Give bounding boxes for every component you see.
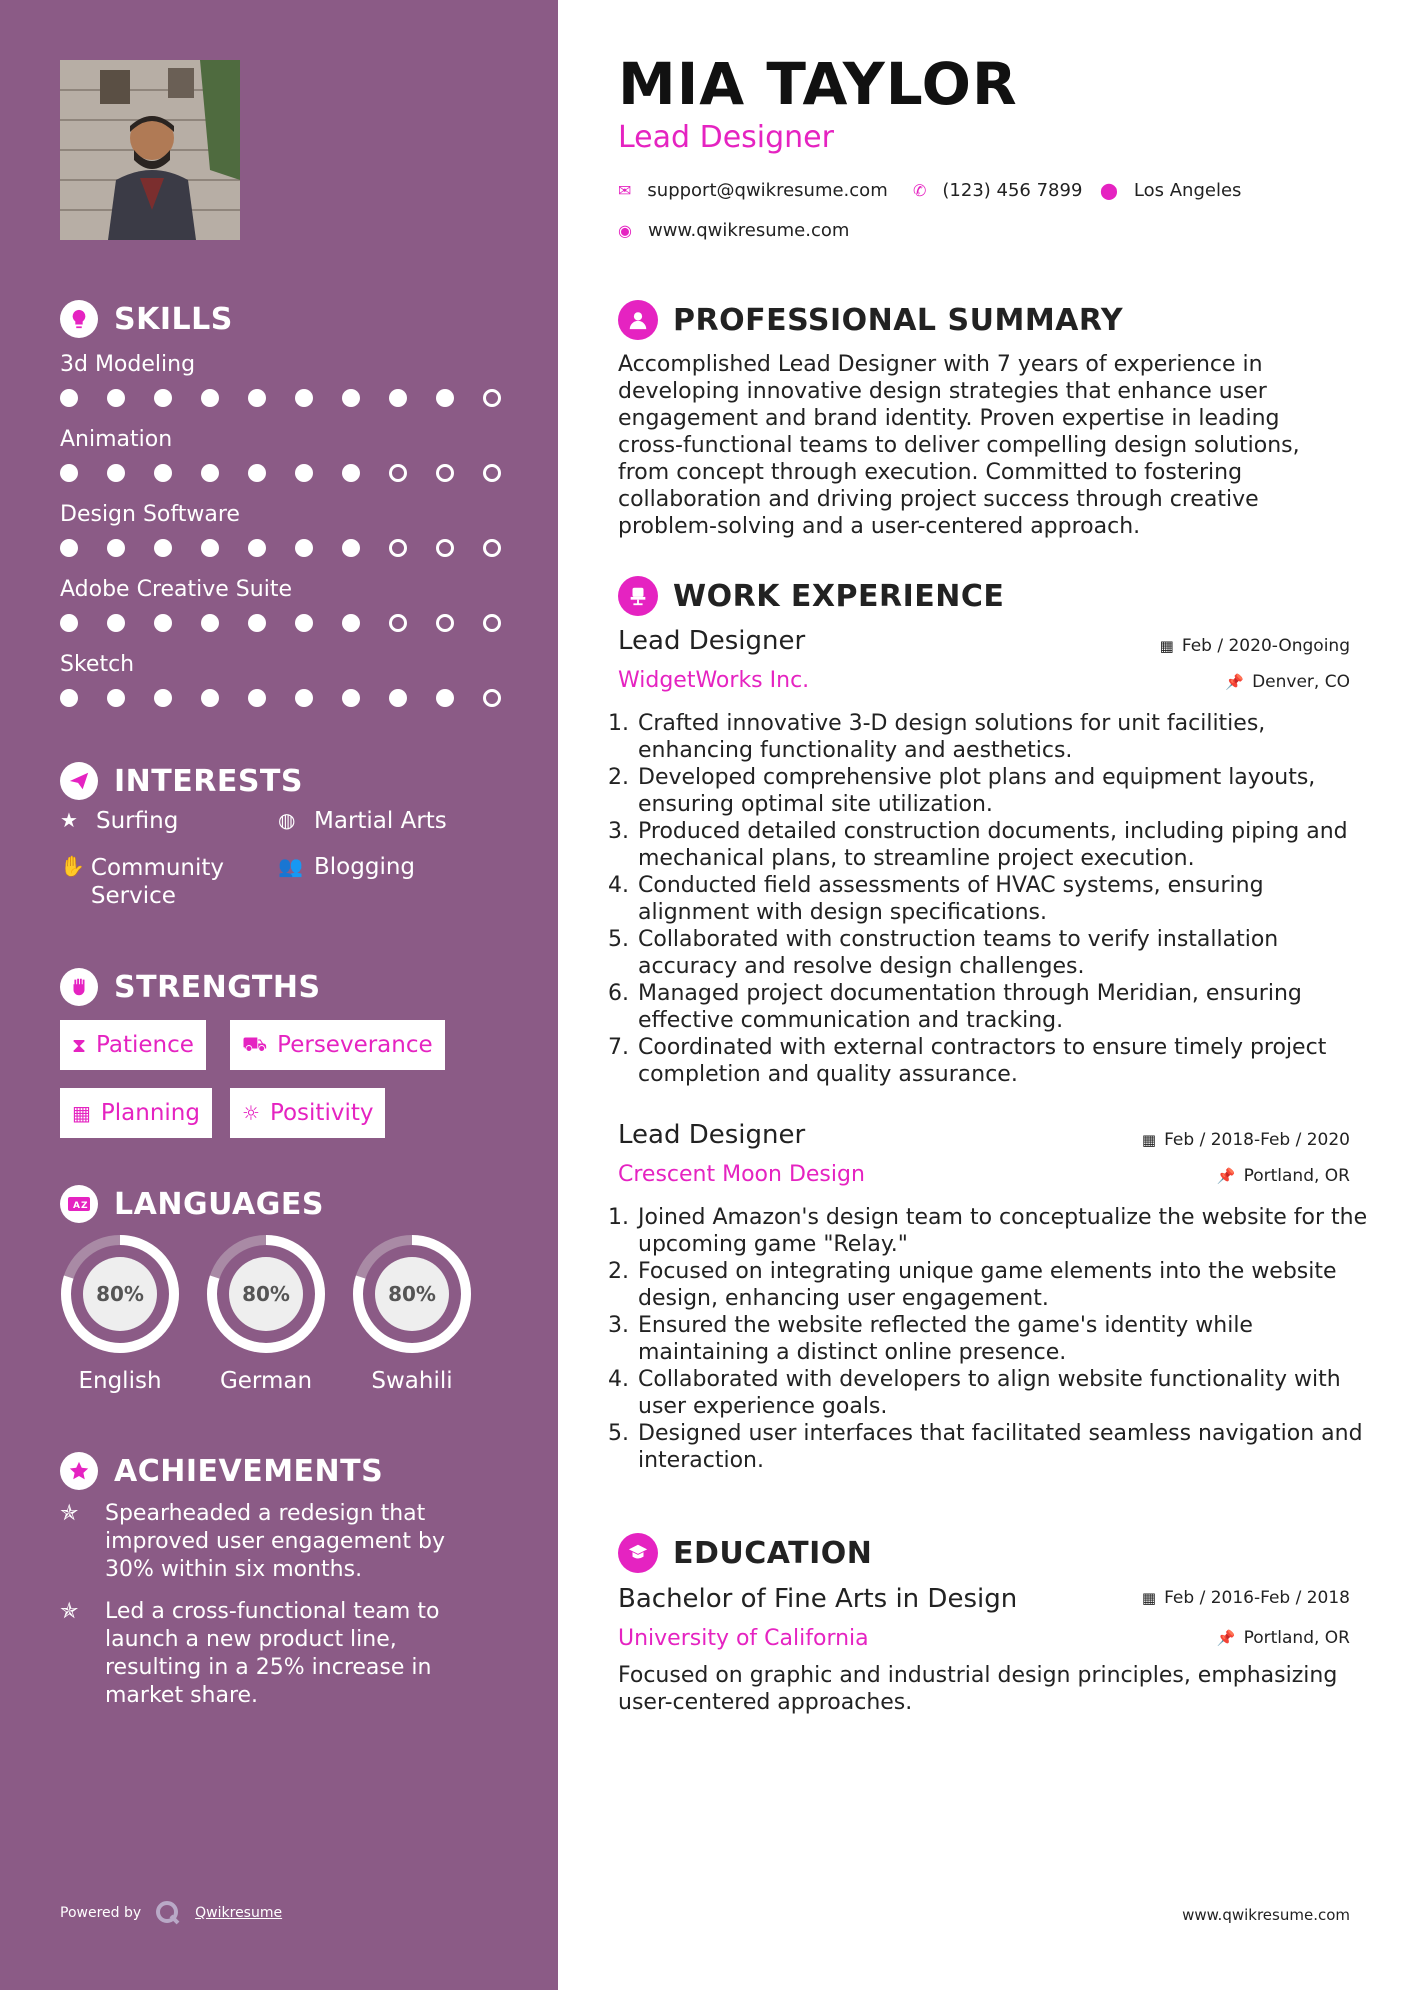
job-location: 📌 Portland, OR	[1216, 1166, 1350, 1186]
rating-dot-filled	[295, 464, 313, 482]
svg-text:A: A	[73, 1201, 81, 1211]
rating-dot-filled	[248, 389, 266, 407]
envelope-icon: ✉	[618, 181, 632, 200]
rating-dot-filled	[436, 689, 454, 707]
rating-dot-filled	[201, 464, 219, 482]
language-ring	[60, 1234, 180, 1354]
shooting-star-icon: ✯	[60, 1501, 79, 1526]
rating-dot-empty	[436, 539, 454, 557]
interests-heading: INTERESTS	[60, 762, 303, 800]
rating-dot-filled	[295, 539, 313, 557]
star-icon: ★	[60, 808, 78, 832]
calendar-icon: ▦	[1141, 1589, 1157, 1607]
rating-dot-filled	[201, 539, 219, 557]
job-company: Crescent Moon Design	[618, 1162, 865, 1187]
degree-title: Bachelor of Fine Arts in Design	[618, 1584, 1018, 1614]
rating-dot-filled	[60, 689, 78, 707]
responsibility-item: 5. Collaborated with construction teams to verify installation accuracy and resolve design challenges.	[636, 926, 1376, 980]
language-ring	[206, 1234, 326, 1354]
skill-rating	[60, 689, 530, 707]
rating-dot-filled	[295, 614, 313, 632]
rating-dot-filled	[389, 689, 407, 707]
job-dates: ▦ Feb / 2018-Feb / 2020	[1141, 1130, 1350, 1150]
achievements-heading: ACHIEVEMENTS	[60, 1452, 383, 1490]
summary-text: Accomplished Lead Designer with 7 years of experience in developing innovative design strategies that enhance user engagement and brand identity. Proven expertise in leading cross-functional teams to deliver compelling design solutions, from concept through execution. Committed to fostering collaboration and driving project success through creative problem-solving and a user-centered approach.	[618, 352, 1300, 539]
skill-rating	[60, 614, 530, 632]
pushpin-icon: 📌	[1216, 1629, 1236, 1647]
interest-item: ◍ Martial Arts	[278, 808, 447, 834]
job-responsibilities	[618, 1204, 1376, 1474]
contact-phone: ✆ (123) 456 7899	[913, 180, 1083, 201]
job-dates: ▦ Feb / 2020-Ongoing	[1159, 636, 1350, 656]
road-icon: ⛟	[242, 1031, 268, 1056]
candidate-name: MIA TAYLOR	[618, 50, 1018, 118]
rating-dot-empty	[483, 389, 501, 407]
language-name: German	[219, 1368, 313, 1394]
interest-item: ★ Surfing	[60, 808, 179, 834]
rating-dot-filled	[107, 389, 125, 407]
rating-dot-empty	[483, 689, 501, 707]
paper-plane-icon	[60, 762, 98, 800]
rating-dot-empty	[389, 539, 407, 557]
job-title: Lead Designer	[618, 626, 806, 656]
language-ring	[352, 1234, 472, 1354]
language-percent: 80%	[388, 1282, 436, 1306]
user-icon	[618, 300, 658, 340]
calendar-icon: ▦	[1159, 637, 1174, 655]
education-heading: EDUCATION	[618, 1533, 872, 1573]
rating-dot-filled	[342, 539, 360, 557]
responsibility-item: 6. Managed project documentation through Meridian, ensuring effective communication and tracking.	[636, 980, 1376, 1034]
rating-dot-empty	[436, 614, 454, 632]
fist-icon	[60, 968, 98, 1006]
rating-dot-filled	[389, 389, 407, 407]
award-star-icon	[60, 1452, 98, 1490]
rating-dot-filled	[60, 464, 78, 482]
rating-dot-filled	[342, 389, 360, 407]
pushpin-icon: 📌	[1225, 673, 1245, 691]
main-content	[558, 0, 1407, 1990]
languages-heading: A Z LANGUAGES	[60, 1185, 324, 1223]
candidate-role: Lead Designer	[618, 120, 834, 155]
skill-rating	[60, 389, 530, 407]
sun-icon: ☼	[242, 1101, 260, 1125]
globe-icon: ◉	[618, 221, 632, 240]
rating-dot-empty	[483, 614, 501, 632]
map-pin-icon: ⬤	[1100, 181, 1118, 200]
contact-location: ⬤ Los Angeles	[1100, 180, 1242, 201]
job-responsibilities	[618, 710, 1376, 1088]
responsibility-item: 3. Produced detailed construction documents, including piping and mechanical plans, to streamline project execution.	[636, 818, 1376, 872]
rating-dot-filled	[154, 464, 172, 482]
rating-dot-empty	[389, 464, 407, 482]
phone-icon: ✆	[913, 181, 927, 200]
rating-dot-empty	[436, 464, 454, 482]
sidebar	[0, 0, 558, 1990]
users-icon: 👥	[278, 854, 303, 878]
footer-url[interactable]: www.qwikresume.com	[1182, 1906, 1350, 1924]
rating-dot-filled	[107, 539, 125, 557]
contact-email: ✉ support@qwikresume.com	[618, 180, 888, 201]
responsibility-item: 1. Crafted innovative 3-D design solutions for unit facilities, enhancing functionality and aesthetics.	[636, 710, 1376, 764]
strengths-heading: STRENGTHS	[60, 968, 321, 1006]
strength-tag: ⛟ Perseverance	[230, 1020, 445, 1070]
responsibility-item: 1. Joined Amazon's design team to conceptualize the website for the upcoming game "Relay."	[636, 1204, 1376, 1258]
experience-heading: WORK EXPERIENCE	[618, 576, 1004, 616]
rating-dot-filled	[436, 389, 454, 407]
rating-dot-filled	[342, 614, 360, 632]
responsibility-item: 2. Developed comprehensive plot plans and equipment layouts, ensuring optimal site utilization.	[636, 764, 1376, 818]
graduate-icon	[618, 1533, 658, 1573]
pushpin-icon: 📌	[1216, 1167, 1236, 1185]
achievement-item: ✯ Spearheaded a redesign that improved user engagement by 30% within six months.	[60, 1501, 445, 1582]
skill-name: 3d Modeling	[60, 352, 196, 377]
interest-item: ✋ Community Service	[60, 854, 225, 909]
school-name: University of California	[618, 1626, 869, 1651]
rating-dot-filled	[60, 614, 78, 632]
calendar-icon: ▦	[1141, 1131, 1157, 1149]
rating-dot-filled	[201, 614, 219, 632]
powered-by: Powered by Qwikresume	[60, 1900, 282, 1926]
rating-dot-filled	[201, 389, 219, 407]
rating-dot-filled	[248, 464, 266, 482]
hand-icon: ✋	[60, 854, 85, 878]
rating-dot-empty	[389, 614, 407, 632]
strength-tag: ⧗ Patience	[60, 1020, 206, 1070]
rating-dot-empty	[483, 539, 501, 557]
qwikresume-logo	[155, 1900, 181, 1926]
job-company: WidgetWorks Inc.	[618, 668, 810, 693]
rating-dot-filled	[154, 689, 172, 707]
skill-rating	[60, 464, 530, 482]
job-title: Lead Designer	[618, 1120, 806, 1150]
education-dates: ▦ Feb / 2016-Feb / 2018	[1141, 1588, 1350, 1608]
rating-dot-filled	[154, 614, 172, 632]
job-location: 📌 Denver, CO	[1225, 672, 1350, 692]
strength-tag: ▦ Planning	[60, 1088, 212, 1138]
skill-name: Adobe Creative Suite	[60, 577, 292, 602]
rating-dot-filled	[295, 389, 313, 407]
rating-dot-filled	[201, 689, 219, 707]
shooting-star-icon: ✯	[60, 1599, 79, 1624]
svg-text:Z: Z	[81, 1201, 89, 1211]
contact-website: ◉ www.qwikresume.com	[618, 220, 850, 241]
responsibility-item: 7. Coordinated with external contractors to ensure timely project completion and quality assurance.	[636, 1034, 1376, 1088]
skill-rating	[60, 539, 530, 557]
lightbulb-icon	[60, 300, 98, 338]
language-percent: 80%	[242, 1282, 290, 1306]
education-location: 📌 Portland, OR	[1216, 1628, 1350, 1648]
rating-dot-filled	[60, 539, 78, 557]
rating-dot-filled	[248, 689, 266, 707]
calendar-icon: ▦	[72, 1101, 91, 1125]
globe-icon: ◍	[278, 808, 296, 832]
rating-dot-filled	[248, 539, 266, 557]
translate-icon	[60, 1185, 98, 1223]
skills-heading: SKILLS	[60, 300, 233, 338]
profile-photo	[60, 60, 240, 240]
language-percent: 80%	[96, 1282, 144, 1306]
achievement-item: ✯ Led a cross-functional team to launch a new product line, resulting in a 25% increase in market share.	[60, 1599, 440, 1708]
responsibility-item: 5. Designed user interfaces that facilitated seamless navigation and interaction.	[636, 1420, 1376, 1474]
responsibility-item: 2. Focused on integrating unique game elements into the website design, enhancing user engagement.	[636, 1258, 1376, 1312]
responsibility-item: 3. Ensured the website reflected the game's identity while maintaining a distinct online presence.	[636, 1312, 1376, 1366]
rating-dot-empty	[483, 464, 501, 482]
language-name: English	[78, 1368, 162, 1394]
rating-dot-filled	[248, 614, 266, 632]
rating-dot-filled	[342, 689, 360, 707]
summary-heading: PROFESSIONAL SUMMARY	[618, 300, 1123, 340]
chair-icon	[618, 576, 658, 616]
rating-dot-filled	[154, 389, 172, 407]
interest-item: 👥 Blogging	[278, 854, 416, 880]
rating-dot-filled	[60, 389, 78, 407]
rating-dot-filled	[154, 539, 172, 557]
rating-dot-filled	[107, 614, 125, 632]
education-description: Focused on graphic and industrial design principles, emphasizing user-centered approaches.	[618, 1663, 1338, 1715]
qwikresume-link[interactable]: Qwikresume	[195, 1905, 283, 1921]
skill-name: Design Software	[60, 502, 240, 527]
rating-dot-filled	[107, 689, 125, 707]
skill-name: Animation	[60, 427, 173, 452]
hourglass-icon: ⧗	[72, 1033, 87, 1057]
strength-tag: ☼ Positivity	[230, 1088, 385, 1138]
language-name: Swahili	[371, 1368, 453, 1394]
rating-dot-filled	[342, 464, 360, 482]
rating-dot-filled	[295, 689, 313, 707]
responsibility-item: 4. Collaborated with developers to align website functionality with user experience goals.	[636, 1366, 1376, 1420]
skill-name: Sketch	[60, 652, 135, 677]
responsibility-item: 4. Conducted field assessments of HVAC systems, ensuring alignment with design specifications.	[636, 872, 1376, 926]
rating-dot-filled	[107, 464, 125, 482]
